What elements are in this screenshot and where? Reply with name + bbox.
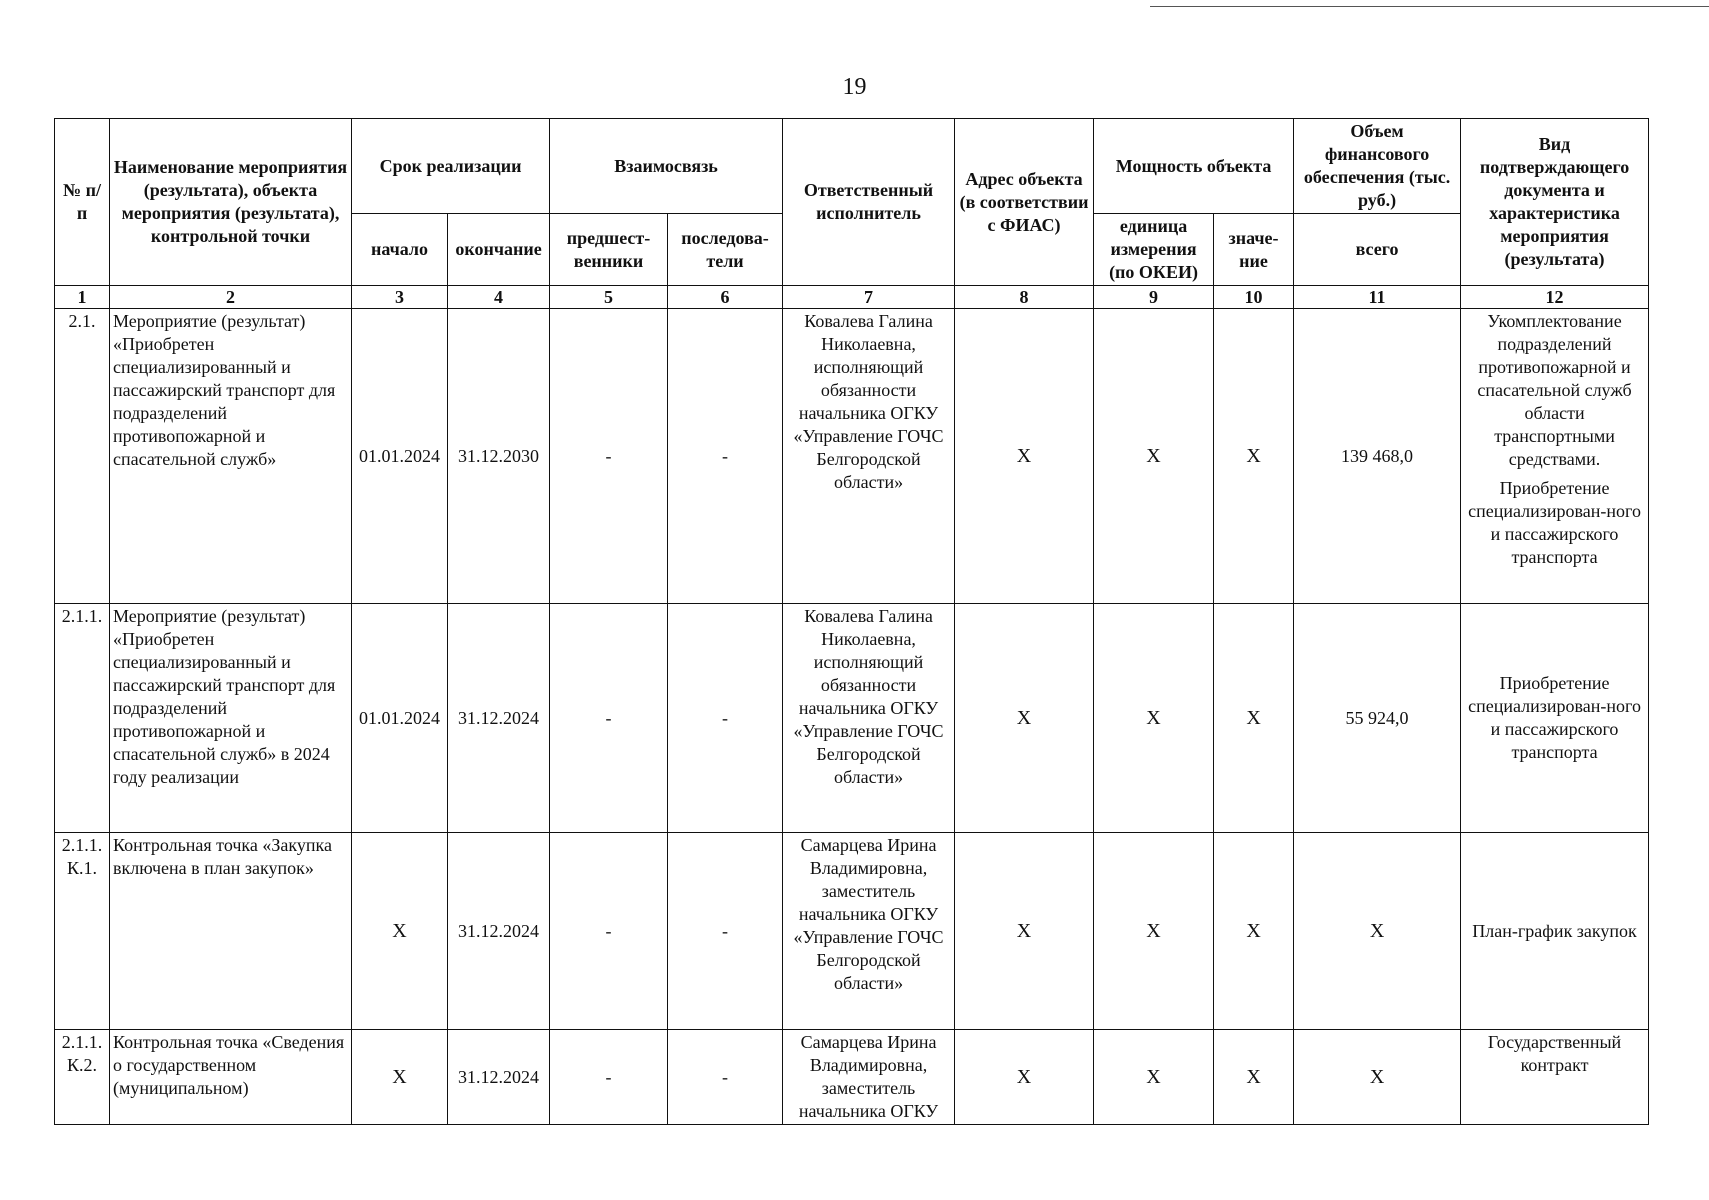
table-row — [55, 309, 1649, 604]
row-value: Х — [1214, 833, 1294, 1030]
row-value: Х — [1214, 309, 1294, 604]
row-total: 139 468,0 — [1294, 309, 1461, 604]
row-responsible: Самарцева Ирина Владимировна, заместитель начальника ОГКУ «Управление ГОЧС Белгородской области» — [783, 833, 955, 1030]
header-link-group: Взаимосвязь — [550, 119, 783, 214]
row-responsible: Самарцева Ирина Владимировна, заместитель начальника ОГКУ — [783, 1030, 955, 1125]
plan-table — [54, 118, 1649, 1125]
table-row — [55, 604, 1649, 833]
row-responsible: Ковалева Галина Николаевна, исполняющий обязанности начальника ОГКУ «Управление ГОЧС Белгородской области» — [783, 604, 955, 833]
row-total: Х — [1294, 833, 1461, 1030]
colnum-2: 2 — [110, 286, 352, 309]
row-address: Х — [955, 309, 1094, 604]
row-doc: План-график закупок — [1461, 833, 1649, 1030]
row-end: 31.12.2024 — [448, 833, 550, 1030]
row-end: 31.12.2024 — [448, 1030, 550, 1125]
row-name: Мероприятие (результат) «Приобретен специализированный и пассажирский транспорт для подразделений противопожарной и спасательной служб» — [110, 309, 352, 604]
row-num: 2.1.1. К.2. — [55, 1030, 110, 1125]
table-row — [55, 833, 1649, 1030]
colnum-9: 9 — [1094, 286, 1214, 309]
row-succ: - — [668, 309, 783, 604]
row-name: Контрольная точка «Сведения о государственном (муниципальном) — [110, 1030, 352, 1125]
colnum-11: 11 — [1294, 286, 1461, 309]
header-name: Наименование мероприятия (результата), объекта мероприятия (результата), контрольной точки — [110, 119, 352, 286]
row-address: Х — [955, 1030, 1094, 1125]
header-term-end: окончание — [448, 214, 550, 286]
row-succ: - — [668, 1030, 783, 1125]
row-succ: - — [668, 833, 783, 1030]
row-total: 55 924,0 — [1294, 604, 1461, 833]
header-term-start: начало — [352, 214, 448, 286]
row-unit: Х — [1094, 1030, 1214, 1125]
row-name: Мероприятие (результат) «Приобретен специализированный и пассажирский транспорт для подразделений противопожарной и спасательной служб» в 2024 году реализации — [110, 604, 352, 833]
header-doc-type: Вид подтверждающего документа и характеристика мероприятия (результата) — [1461, 119, 1649, 286]
top-rule — [1150, 6, 1709, 7]
colnum-6: 6 — [668, 286, 783, 309]
header-finance-total: всего — [1294, 214, 1461, 286]
row-doc-a: Укомплектование подразделений противопожарной и спасательной служб области транспортными средствами. — [1477, 311, 1632, 469]
row-succ: - — [668, 604, 783, 833]
row-value: Х — [1214, 1030, 1294, 1125]
row-num: 2.1.1. К.1. — [55, 833, 110, 1030]
row-value: Х — [1214, 604, 1294, 833]
row-doc: Приобретение специализирован-ного и пассажирского транспорта — [1461, 604, 1649, 833]
colnum-12: 12 — [1461, 286, 1649, 309]
row-start: 01.01.2024 — [352, 604, 448, 833]
colnum-8: 8 — [955, 286, 1094, 309]
header-finance-group: Объем финансового обеспечения (тыс. руб.) — [1294, 119, 1461, 214]
row-unit: Х — [1094, 833, 1214, 1030]
row-doc-b: Приобретение специализирован-ного и пассажирского транспорта — [1468, 478, 1641, 567]
colnum-5: 5 — [550, 286, 668, 309]
row-start: Х — [352, 1030, 448, 1125]
row-doc: Государственный контракт — [1461, 1030, 1649, 1125]
row-responsible: Ковалева Галина Николаевна, исполняющий обязанности начальника ОГКУ «Управление ГОЧС Белгородской области» — [783, 309, 955, 604]
row-pred: - — [550, 604, 668, 833]
row-start: 01.01.2024 — [352, 309, 448, 604]
header-capacity-group: Мощность объекта — [1094, 119, 1294, 214]
row-total: Х — [1294, 1030, 1461, 1125]
row-pred: - — [550, 833, 668, 1030]
header-address: Адрес объекта (в соответствии с ФИАС) — [955, 119, 1094, 286]
row-unit: Х — [1094, 604, 1214, 833]
row-doc — [1461, 309, 1649, 604]
row-end: 31.12.2030 — [448, 309, 550, 604]
table-row — [55, 1030, 1649, 1125]
row-num: 2.1. — [55, 309, 110, 604]
header-capacity-unit: единица измерения (по ОКЕИ) — [1094, 214, 1214, 286]
row-address: Х — [955, 604, 1094, 833]
header-num: № п/п — [55, 119, 110, 286]
row-start: Х — [352, 833, 448, 1030]
row-unit: Х — [1094, 309, 1214, 604]
header-link-pred: предшест-венники — [550, 214, 668, 286]
colnum-3: 3 — [352, 286, 448, 309]
header-term-group: Срок реализации — [352, 119, 550, 214]
header-link-succ: последова-тели — [668, 214, 783, 286]
colnum-10: 10 — [1214, 286, 1294, 309]
row-num: 2.1.1. — [55, 604, 110, 833]
colnum-4: 4 — [448, 286, 550, 309]
row-end: 31.12.2024 — [448, 604, 550, 833]
header-responsible: Ответственный исполнитель — [783, 119, 955, 286]
row-address: Х — [955, 833, 1094, 1030]
row-name: Контрольная точка «Закупка включена в план закупок» — [110, 833, 352, 1030]
row-pred: - — [550, 309, 668, 604]
colnum-1: 1 — [55, 286, 110, 309]
colnum-7: 7 — [783, 286, 955, 309]
row-pred: - — [550, 1030, 668, 1125]
page-number: 19 — [842, 74, 867, 100]
header-capacity-value: значе-ние — [1214, 214, 1294, 286]
